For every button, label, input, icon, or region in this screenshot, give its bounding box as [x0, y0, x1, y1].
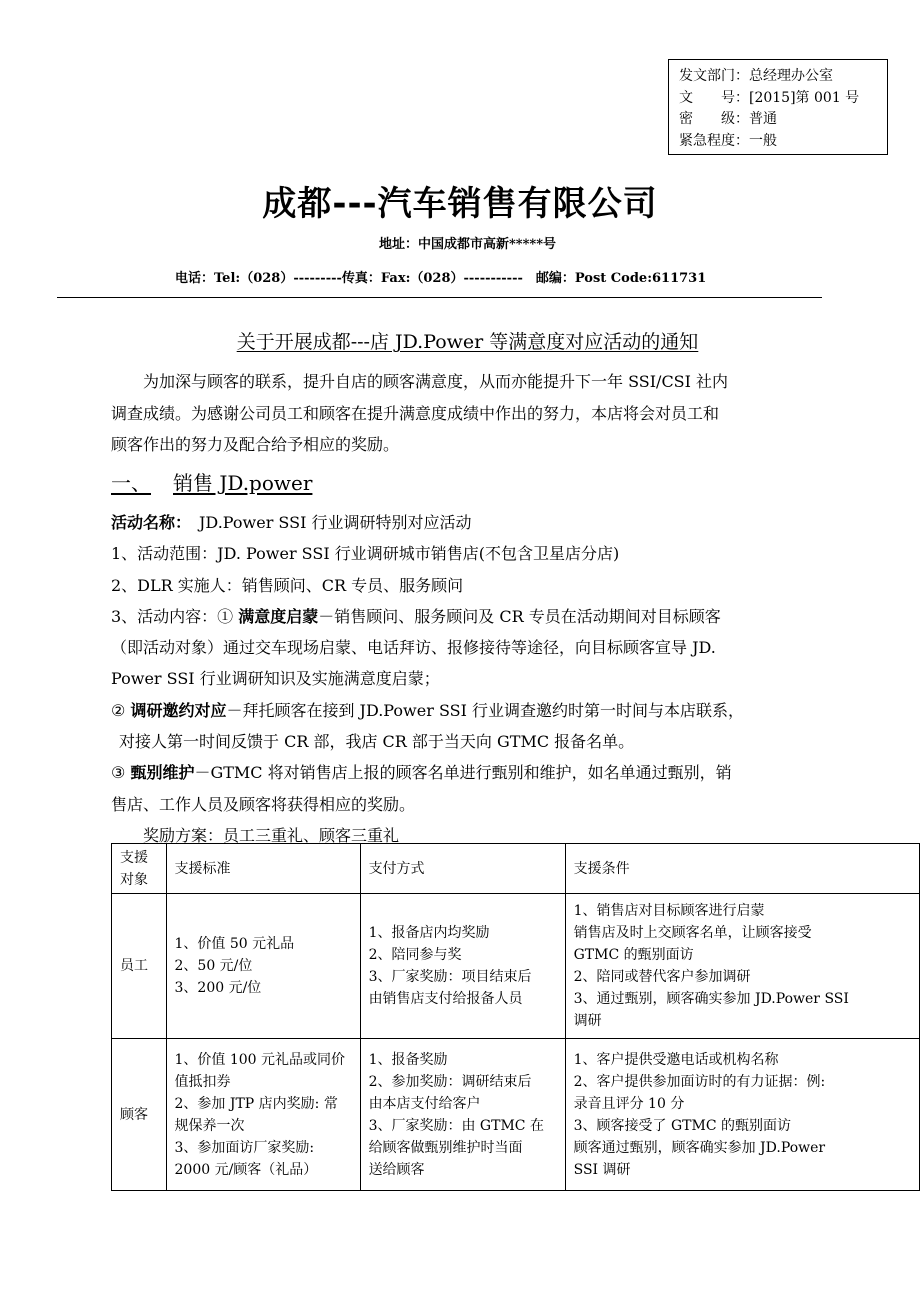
company-contact: 电话：Tel:（028）---------传真：Fax:（028）----------- 邮编：Post Code:611731: [175, 271, 707, 286]
table-row: [112, 894, 920, 1039]
item1-text: －销售顾问、服务顾问及 CR 专员在活动期间对目标顾客: [318, 606, 721, 626]
notice-title: 关于开展成都---店 JD.Power 等满意度对应活动的通知: [236, 331, 699, 353]
cell-line: 1、报备奖励: [368, 1051, 448, 1068]
activity-name-value: JD.Power SSI 行业调研特别对应活动: [183, 513, 472, 532]
table-row: [112, 1039, 920, 1191]
cell-line: 3、厂家奖励：项目结束后: [368, 969, 532, 985]
cell-line: 3、通过甄别，顾客确实参加 JD.Power SSI: [573, 991, 849, 1007]
reward-plan: 奖励方案：员工三重礼、顾客三重礼: [111, 825, 400, 845]
urgency-level: 紧急程度：一般: [679, 132, 777, 149]
cell-line: 送给顾客: [368, 1161, 425, 1178]
cell-line: 顾客通过甄别，顾客确实参加 JD.Power: [573, 1139, 826, 1156]
section-label: 销售 JD.power: [173, 471, 313, 495]
table-header-cell: 支付方式: [360, 844, 565, 894]
item3-text: －GTMC 将对销售店上报的顾客名单进行甄别和维护，如名单通过甄别，销: [194, 763, 732, 783]
cell-line: 2、参加 JTP 店内奖励: 常: [174, 1095, 338, 1112]
cell-line: 销售店及时上交顾客名单，让顾客接受: [573, 925, 812, 941]
cell-line: 1、价值 100 元礼品或同价: [174, 1051, 346, 1068]
document-number: 文 号：[2015]第 001 号: [679, 89, 860, 106]
cell-line: 1、销售店对目标顾客进行启蒙: [573, 903, 765, 919]
cell-line: 2、参加奖励：调研结束后: [368, 1073, 532, 1090]
table-header-cell: 支援标准: [166, 844, 360, 894]
cell-line: 2、陪同参与奖: [368, 947, 462, 963]
activity-content-line: [111, 601, 831, 632]
table-header-row: [112, 844, 920, 894]
intro-line: 为加深与顾客的联系，提升自店的顾客满意度，从而亦能提升下一年 SSI/CSI 社内: [111, 372, 729, 391]
intro-line: 顾客作出的努力及配合给予相应的奖励。: [111, 435, 400, 454]
cell-line: 3、顾客接受了 GTMC 的甄别面访: [573, 1117, 791, 1134]
cell-line: 值抵扣券: [174, 1073, 231, 1090]
table-header-cell: 支援条件: [565, 844, 919, 894]
cell-line: 调研: [573, 1013, 602, 1029]
intro-paragraph: [111, 366, 821, 461]
cell-line: 3、厂家奖励：由 GTMC 在: [368, 1117, 544, 1134]
item3-mark: ③: [111, 763, 126, 783]
item2-mark: ②: [111, 700, 126, 720]
item3-text: 售店、工作人员及顾客将获得相应的奖励。: [111, 794, 416, 814]
item1-text: Power SSI 行业调研知识及实施满意度启蒙；: [111, 669, 440, 689]
cell-line: 由销售店支付给报备人员: [368, 991, 523, 1007]
activity-implementer: 2、DLR 实施人：销售顾问、CR 专员、服务顾问: [111, 575, 464, 595]
item3-label: 甄别维护: [130, 763, 195, 783]
activity-name-label: 活动名称：: [111, 513, 184, 532]
table-cell-standard: [166, 894, 360, 1039]
cell-line: 3、参加面访厂家奖励:: [174, 1139, 315, 1156]
table-cell-condition: [565, 894, 919, 1039]
company-name: 成都---汽车销售有限公司: [262, 184, 658, 224]
item2-text: －拜托顾客在接到 JD.Power SSI 行业调查邀约时第一时间与本店联系，: [226, 700, 744, 720]
cell-line: 规保养一次: [174, 1117, 245, 1134]
item1-label: 满意度启蒙: [238, 606, 319, 626]
cell-line: 1、价值 50 元礼品: [174, 936, 295, 952]
item2-label: 调研邀约对应: [130, 700, 227, 720]
cell-line: 1、客户提供受邀电话或机构名称: [573, 1051, 779, 1068]
table-cell-payment: [360, 1039, 565, 1191]
section-number: 一、: [111, 471, 151, 495]
issuing-department: 发文部门：总经理办公室: [679, 68, 833, 84]
activity-name-line: [111, 507, 831, 538]
cell-line: 1、报备店内均奖励: [368, 925, 490, 941]
item2-text: 对接人第一时间反馈于 CR 部，我店 CR 部于当天向 GTMC 报备名单。: [119, 732, 635, 752]
table-cell-standard: [166, 1039, 360, 1191]
item1-text: （即活动对象）通过交车现场启蒙、电话拜访、报修接待等途径，向目标顾客宣导 JD.: [111, 638, 716, 658]
cell-line: 2、陪同或替代客户参加调研: [573, 969, 751, 985]
table-header-cell: 支援对象: [112, 844, 167, 894]
cell-line: 2、50 元/位: [174, 958, 253, 974]
activity-description: [111, 507, 831, 851]
cell-line: 由本店支付给客户: [368, 1095, 481, 1112]
header-divider: [57, 297, 822, 298]
table-cell-condition: [565, 1039, 919, 1191]
cell-line: 2000 元/顾客（礼品）: [174, 1161, 318, 1178]
cell-line: 2、客户提供参加面访时的有力证据：例:: [573, 1073, 826, 1090]
item2-line: [111, 695, 831, 726]
document-info-box: [668, 59, 888, 155]
secrecy-level: 密 级：普通: [679, 111, 777, 127]
cell-line: SSI 调研: [573, 1161, 631, 1178]
activity-content-prefix: 3、活动内容：①: [111, 606, 234, 626]
cell-line: GTMC 的甄别面访: [573, 947, 694, 963]
activity-scope: 1、活动范围：JD. Power SSI 行业调研城市销售店(不包含卫星店分店): [111, 544, 620, 564]
company-address: 地址：中国成都市高新*****号: [379, 237, 556, 252]
table-cell-payment: [360, 894, 565, 1039]
intro-line: 调查成绩。为感谢公司员工和顾客在提升满意度成绩中作出的努力，本店将会对员工和: [111, 403, 720, 423]
cell-line: 3、200 元/位: [174, 980, 262, 996]
section-heading: [111, 467, 312, 496]
item3-line: [111, 757, 831, 788]
reward-table: [111, 843, 920, 1191]
table-cell-target: 顾客: [112, 1039, 167, 1191]
table-cell-target: 员工: [112, 894, 167, 1039]
cell-line: 录音且评分 10 分: [573, 1095, 685, 1112]
cell-line: 给顾客做甄别维护时当面: [368, 1139, 523, 1156]
